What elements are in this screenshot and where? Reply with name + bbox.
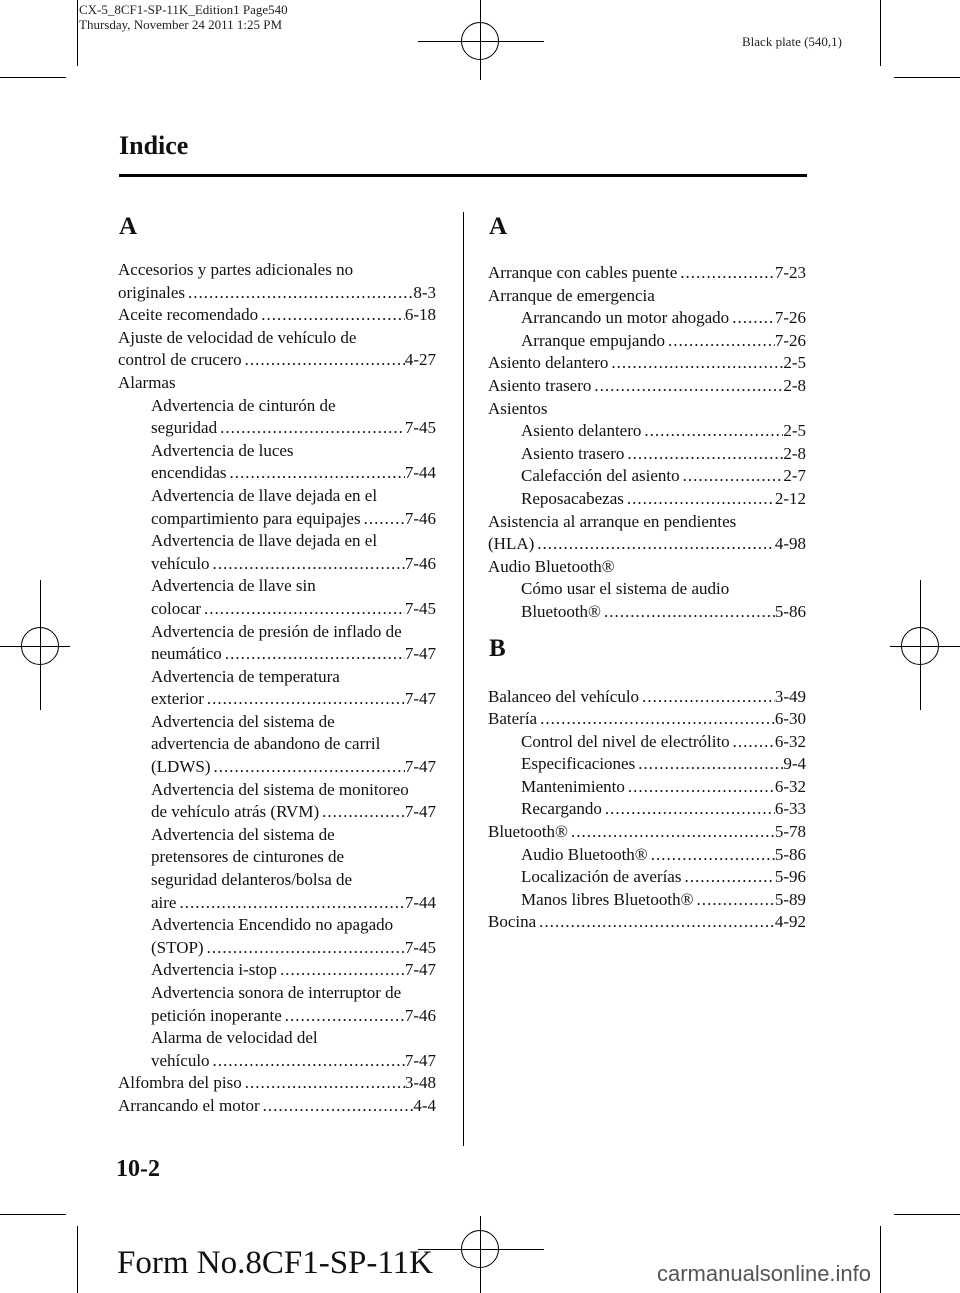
dot-leader — [601, 601, 775, 624]
index-entry — [488, 330, 806, 353]
entry-label: colocar — [151, 598, 202, 618]
index-entry — [118, 417, 436, 440]
index-entry — [488, 352, 806, 375]
index-entry — [488, 307, 806, 330]
dot-leader — [210, 553, 405, 576]
dot-leader — [591, 375, 783, 398]
index-heading: Alarmas — [118, 372, 176, 392]
entry-label: (HLA) — [488, 534, 535, 554]
dot-leader — [639, 686, 775, 709]
entry-page: 6-18 — [404, 305, 436, 325]
index-heading: seguridad delanteros/bolsa de — [151, 870, 353, 890]
index-entry — [118, 508, 436, 531]
entry-page: 7-46 — [404, 1005, 436, 1025]
index-entry — [488, 889, 806, 912]
entry-page: 7-46 — [404, 553, 436, 573]
index-entry — [488, 420, 806, 443]
dot-leader — [201, 598, 405, 621]
page-title: Indice — [119, 131, 189, 160]
index-entry — [488, 708, 806, 731]
index-heading: pretensores de cinturones de — [151, 847, 345, 867]
dot-leader — [730, 731, 775, 754]
index-entry — [118, 959, 436, 982]
dot-leader — [681, 866, 774, 889]
dot-leader — [534, 533, 775, 556]
entry-label: Control del nivel de electrólito — [521, 731, 730, 751]
entry-label: Mantenimiento — [521, 776, 625, 796]
entry-label: Asiento delantero — [488, 353, 609, 373]
index-heading: Advertencia del sistema de monitoreo — [151, 779, 409, 799]
entry-label: Bluetooth® — [521, 601, 601, 621]
page-number: 10-2 — [116, 1156, 160, 1182]
entry-page: 2-12 — [774, 488, 806, 508]
entry-page: 5-96 — [774, 867, 806, 887]
index-column-left — [118, 259, 436, 1118]
entry-label: Arranque empujando — [521, 330, 665, 350]
entry-label: Arrancando un motor ahogado — [521, 308, 730, 328]
dot-leader — [242, 349, 405, 372]
index-entry — [488, 776, 806, 799]
dot-leader — [210, 1050, 405, 1073]
dot-leader — [694, 889, 775, 912]
entry-label: Asiento delantero — [521, 421, 642, 441]
index-entry — [488, 798, 806, 821]
index-entry — [118, 1005, 436, 1028]
index-entry — [488, 262, 806, 285]
entry-label: Reposacabezas — [521, 488, 624, 508]
index-entry — [488, 866, 806, 889]
index-heading: Ajuste de velocidad de vehículo de — [118, 327, 357, 347]
index-heading: Advertencia sonora de interruptor de — [151, 983, 402, 1002]
index-heading: Asientos — [488, 398, 548, 418]
index-heading: Advertencia de llave sin — [151, 576, 316, 596]
entry-label: Arrancando el motor — [118, 1095, 260, 1115]
entry-page: 7-44 — [404, 892, 436, 912]
index-entry — [118, 462, 436, 485]
dot-leader — [537, 708, 775, 731]
entry-label: Aceite recomendado — [118, 305, 259, 325]
entry-label: Recargando — [521, 799, 602, 819]
entry-page: 5-86 — [774, 844, 806, 864]
entry-label: control de crucero — [118, 350, 242, 370]
entry-label: petición inoperante — [151, 1005, 282, 1025]
crop-mark — [77, 1226, 78, 1293]
print-slug-line2: Thursday, November 24 2011 1:25 PM — [79, 17, 283, 32]
dot-leader — [319, 801, 405, 824]
dot-leader — [258, 304, 405, 327]
entry-page: 4-4 — [413, 1095, 436, 1115]
entry-label: neumático — [151, 644, 222, 664]
entry-page: 7-47 — [404, 644, 436, 664]
entry-page: 4-27 — [404, 350, 436, 370]
index-heading: Advertencia del sistema de — [151, 711, 335, 731]
index-entry — [118, 937, 436, 960]
registration-circle — [461, 1230, 499, 1268]
entry-page: 2-8 — [783, 375, 806, 395]
dot-leader — [648, 844, 775, 867]
entry-page: 8-3 — [413, 282, 436, 302]
entry-label: Balanceo del vehículo — [488, 686, 640, 706]
dot-leader — [729, 307, 775, 330]
index-column-right — [488, 262, 806, 934]
dot-leader — [641, 420, 783, 443]
letter-heading-a-left: A — [119, 213, 138, 240]
dot-leader — [185, 282, 413, 305]
watermark: carmanualsonline.info — [657, 1261, 872, 1286]
index-group-a — [488, 262, 806, 624]
entry-page: 2-5 — [783, 421, 806, 441]
index-heading: advertencia de abandono de carril — [151, 734, 381, 754]
index-heading: Accesorios y partes adicionales no — [118, 260, 354, 279]
index-entry — [118, 598, 436, 621]
dot-leader — [204, 688, 405, 711]
dot-leader — [665, 330, 775, 353]
print-slug-line1: CX-5_8CF1-SP-11K_Edition1 Page540 — [79, 2, 288, 17]
dot-leader — [625, 776, 775, 799]
entry-label: Arranque con cables puente — [488, 263, 678, 282]
index-entry — [118, 1095, 436, 1118]
index-group-b — [488, 686, 806, 935]
dot-leader — [536, 911, 775, 934]
entry-page: 6-33 — [774, 799, 806, 819]
index-entry — [488, 911, 806, 934]
index-entry — [488, 731, 806, 754]
entry-page: 7-47 — [404, 689, 436, 709]
index-entry — [118, 304, 436, 327]
dot-leader — [260, 1095, 414, 1118]
index-heading: Advertencia de temperatura — [151, 666, 340, 686]
entry-label: Localización de averías — [521, 867, 682, 887]
entry-page: 6-32 — [774, 776, 806, 796]
entry-page: 4-98 — [774, 534, 806, 554]
entry-page: 5-86 — [774, 601, 806, 621]
entry-label: seguridad — [151, 418, 218, 438]
crop-mark — [0, 1214, 66, 1215]
entry-page: 9-4 — [783, 754, 806, 774]
dot-leader — [635, 753, 783, 776]
entry-label: Especificaciones — [521, 754, 636, 774]
entry-page: 7-26 — [774, 308, 806, 328]
index-heading: Advertencia Encendido no apagado — [151, 915, 394, 935]
index-heading: Audio Bluetooth® — [488, 556, 615, 576]
entry-label: vehículo — [151, 553, 210, 573]
dot-leader — [204, 937, 405, 960]
dot-leader — [217, 417, 405, 440]
crop-mark — [894, 1214, 960, 1215]
index-entry — [118, 801, 436, 824]
entry-label: Bluetooth® — [488, 822, 568, 842]
crop-mark — [880, 1226, 881, 1293]
index-heading: Advertencia de llave dejada en el — [151, 531, 378, 551]
entry-page: 7-47 — [404, 1050, 436, 1070]
index-heading: Advertencia de cinturón de — [151, 395, 336, 415]
entry-label: compartimiento para equipajes — [151, 508, 361, 528]
index-entry — [118, 756, 436, 779]
dot-leader — [210, 756, 404, 779]
letter-heading-a-right: A — [489, 213, 508, 240]
index-entry — [488, 465, 806, 488]
dot-leader — [277, 959, 405, 982]
entry-page: 5-89 — [774, 889, 806, 909]
dot-leader — [602, 798, 775, 821]
dot-leader — [624, 443, 783, 466]
index-entry — [118, 688, 436, 711]
entry-label: Calefacción del asiento — [521, 466, 680, 486]
entry-page: 4-92 — [774, 912, 806, 932]
index-heading: Advertencia de presión de inflado de — [151, 621, 402, 641]
entry-label: exterior — [151, 689, 204, 709]
index-entry — [118, 1050, 436, 1073]
dot-leader — [361, 508, 405, 531]
index-entry — [118, 553, 436, 576]
index-entry — [118, 349, 436, 372]
entry-page: 2-5 — [783, 353, 806, 373]
index-entry — [118, 892, 436, 915]
index-entry — [488, 821, 806, 844]
index-entry — [488, 844, 806, 867]
dot-leader — [677, 262, 775, 285]
entry-page: 7-45 — [404, 937, 436, 957]
entry-label: Manos libres Bluetooth® — [521, 889, 694, 909]
entry-page: 7-47 — [404, 757, 436, 777]
entry-page: 7-47 — [404, 802, 436, 822]
registration-circle — [461, 22, 499, 60]
index-entry — [118, 643, 436, 666]
registration-circle — [21, 627, 59, 665]
index-entry — [118, 1072, 436, 1095]
entry-label: Asiento trasero — [488, 375, 592, 395]
entry-page: 7-44 — [404, 463, 436, 483]
crop-mark — [880, 0, 881, 66]
entry-page: 7-45 — [404, 418, 436, 438]
index-heading: Asistencia al arranque en pendientes — [488, 511, 737, 531]
crop-mark — [894, 77, 960, 78]
entry-label: encendidas — [151, 463, 227, 483]
form-number: Form No.8CF1-SP-11K — [117, 1245, 433, 1281]
dot-leader — [227, 462, 405, 485]
dot-leader — [282, 1005, 405, 1028]
dot-leader — [222, 643, 405, 666]
index-heading: Advertencia de llave dejada en el — [151, 485, 378, 505]
entry-label: Alfombra del piso — [118, 1073, 242, 1093]
title-rule — [119, 174, 807, 177]
dot-leader — [176, 892, 404, 915]
dot-leader — [624, 488, 775, 511]
entry-page: 7-26 — [774, 330, 806, 350]
print-slug — [79, 2, 288, 32]
entry-page: 3-49 — [774, 686, 806, 706]
entry-page: 6-30 — [774, 709, 806, 729]
index-heading: Alarma de velocidad del — [151, 1028, 318, 1048]
entry-label: aire — [151, 892, 177, 912]
entry-page: 2-8 — [783, 443, 806, 463]
dot-leader — [608, 352, 783, 375]
entry-page: 3-48 — [404, 1073, 436, 1093]
index-entry — [118, 282, 436, 305]
entry-label: (LDWS) — [151, 757, 211, 777]
entry-page: 6-32 — [774, 731, 806, 751]
entry-page: 5-78 — [774, 822, 806, 842]
index-entry — [488, 753, 806, 776]
index-heading: Arranque de emergencia — [488, 285, 655, 305]
dot-leader — [680, 465, 784, 488]
index-entry — [488, 375, 806, 398]
entry-page: 2-7 — [783, 466, 806, 486]
index-entry — [488, 443, 806, 466]
dot-leader — [568, 821, 775, 844]
crop-mark — [0, 77, 66, 78]
index-heading: Cómo usar el sistema de audio — [521, 579, 730, 599]
registration-circle — [901, 627, 939, 665]
entry-page: 7-46 — [404, 508, 436, 528]
column-divider — [463, 212, 464, 1146]
entry-label: originales — [118, 282, 186, 302]
entry-page: 7-45 — [404, 598, 436, 618]
plate-label: Black plate (540,1) — [742, 34, 842, 49]
entry-label: Asiento trasero — [521, 443, 625, 463]
crop-mark — [77, 0, 78, 66]
letter-heading-b: B — [489, 634, 506, 662]
entry-label: Bocina — [488, 912, 537, 932]
index-entry — [488, 533, 806, 556]
entry-page: 7-23 — [774, 263, 806, 282]
entry-label: Batería — [488, 709, 538, 729]
entry-page: 7-47 — [404, 960, 436, 980]
index-heading: Advertencia del sistema de — [151, 824, 335, 844]
index-entry — [488, 686, 806, 709]
entry-label: Advertencia i-stop — [151, 960, 278, 980]
entry-label: de vehículo atrás (RVM) — [151, 802, 320, 822]
entry-label: Audio Bluetooth® — [521, 844, 648, 864]
entry-label: (STOP) — [151, 937, 204, 957]
dot-leader — [242, 1072, 405, 1095]
index-entry — [488, 601, 806, 624]
entry-label: vehículo — [151, 1050, 210, 1070]
index-entry — [488, 488, 806, 511]
index-heading: Advertencia de luces — [151, 440, 294, 460]
